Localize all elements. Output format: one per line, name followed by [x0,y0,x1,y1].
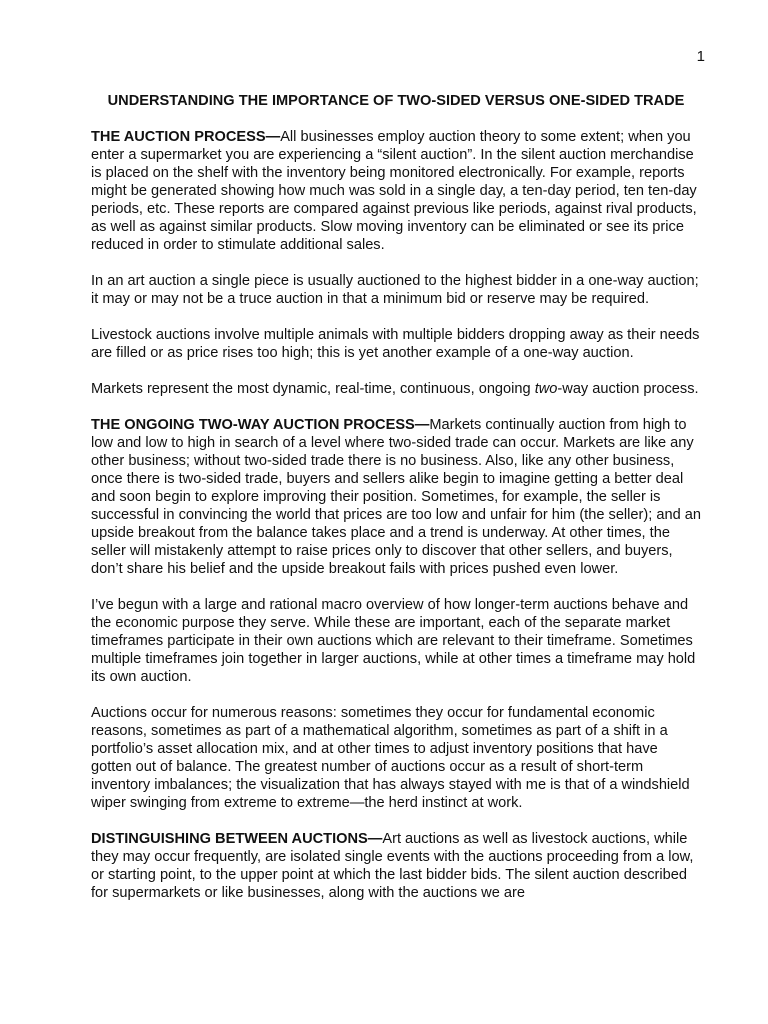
paragraph-ongoing-two-way [91,416,701,578]
paragraph-auction-reasons [91,704,701,812]
paragraph-text: Art auctions as well as livestock auctions, while they may occur frequently, are isolated single events with the auctions proceeding from a low, or starting point, to the upper point at which the last bidder bids. The silent auction described for supermarkets or like businesses, along with the auctions we are [91,831,694,901]
paragraph-distinguishing-auctions [91,830,701,902]
page-number: 1 [696,48,705,65]
emphasis-two: two [534,381,558,397]
paragraph-auction-process [91,128,701,254]
document-body [91,92,701,920]
paragraph-text: Markets continually auction from high to low and low to high in search of a level where two-sided trade can occur. Markets are like any other business; without two-sided trade there is no business. Also, like any other business, once there is two-sided trade, buyers and sellers alike begin to imagine getting a better deal and soon begin to explore improving their position. Sometimes, for example, the seller is successful in convincing the world that prices are too low and unfair for him (the seller); and an upside breakout from the balance takes place and a trend is underway. At other times, the seller will mistakenly attempt to raise prices only to discover that other sellers, and buyers, don’t share his belief and the upside breakout fails with prices pushed even lower. [91,417,702,577]
paragraph-markets-two-way [91,380,701,398]
section-heading-distinguishing-auctions: DISTINGUISHING BETWEEN AUCTIONS— [91,831,383,847]
section-heading-auction-process: THE AUCTION PROCESS— [91,129,281,145]
section-heading-ongoing-two-way: THE ONGOING TWO-WAY AUCTION PROCESS— [91,417,430,433]
paragraph-livestock-auction [91,326,701,362]
paragraph-text: Auctions occur for numerous reasons: sometimes they occur for fundamental economic reasons, sometimes as part of a mathematical algorithm, sometimes as part of a shift in a portfolio’s asset allocation mix, and at other times to adjust inventory positions that have gotten out of balance. The greatest number of auctions occur as a result of short-term inventory imbalances; the visualization that has always stayed with me is that of a windshield wiper swinging from extreme to extreme—the herd instinct at work. [91,705,690,811]
paragraph-text: All businesses employ auction theory to some extent; when you enter a supermarket you are experiencing a “silent auction”. In the silent auction merchandise is placed on the shelf with the inventory being monitored electronically. For example, reports might be generated showing how much was sold in a single day, a ten-day period, ten ten-day periods, etc. These reports are compared against previous like periods, against rival products, as well as against similar products. Slow moving inventory can be eliminated or see its price reduced in order to stimulate additional sales. [91,129,697,253]
paragraph-text: I’ve begun with a large and rational macro overview of how longer-term auctions behave and the economic purpose they serve. While these are important, each of the separate market timeframes participate in their own auctions which are relevant to their timeframe. Sometimes multiple timeframes join together in larger auctions, while at other times a timeframe may hold its own auction. [91,597,696,685]
paragraph-art-auction [91,272,701,308]
paragraph-macro-overview [91,596,701,686]
paragraph-text: -way auction process. [557,381,699,397]
document-title: UNDERSTANDING THE IMPORTANCE OF TWO-SIDED VERSUS ONE-SIDED TRADE [107,93,685,109]
paragraph-text: Livestock auctions involve multiple animals with multiple bidders dropping away as their needs are filled or as price rises too high; this is yet another example of a one-way auction. [91,327,700,361]
paragraph-text: In an art auction a single piece is usually auctioned to the highest bidder in a one-way auction; it may or may not be a truce auction in that a minimum bid or reserve may be required. [91,273,699,307]
paragraph-text: Markets represent the most dynamic, real-time, continuous, ongoing [91,381,535,397]
